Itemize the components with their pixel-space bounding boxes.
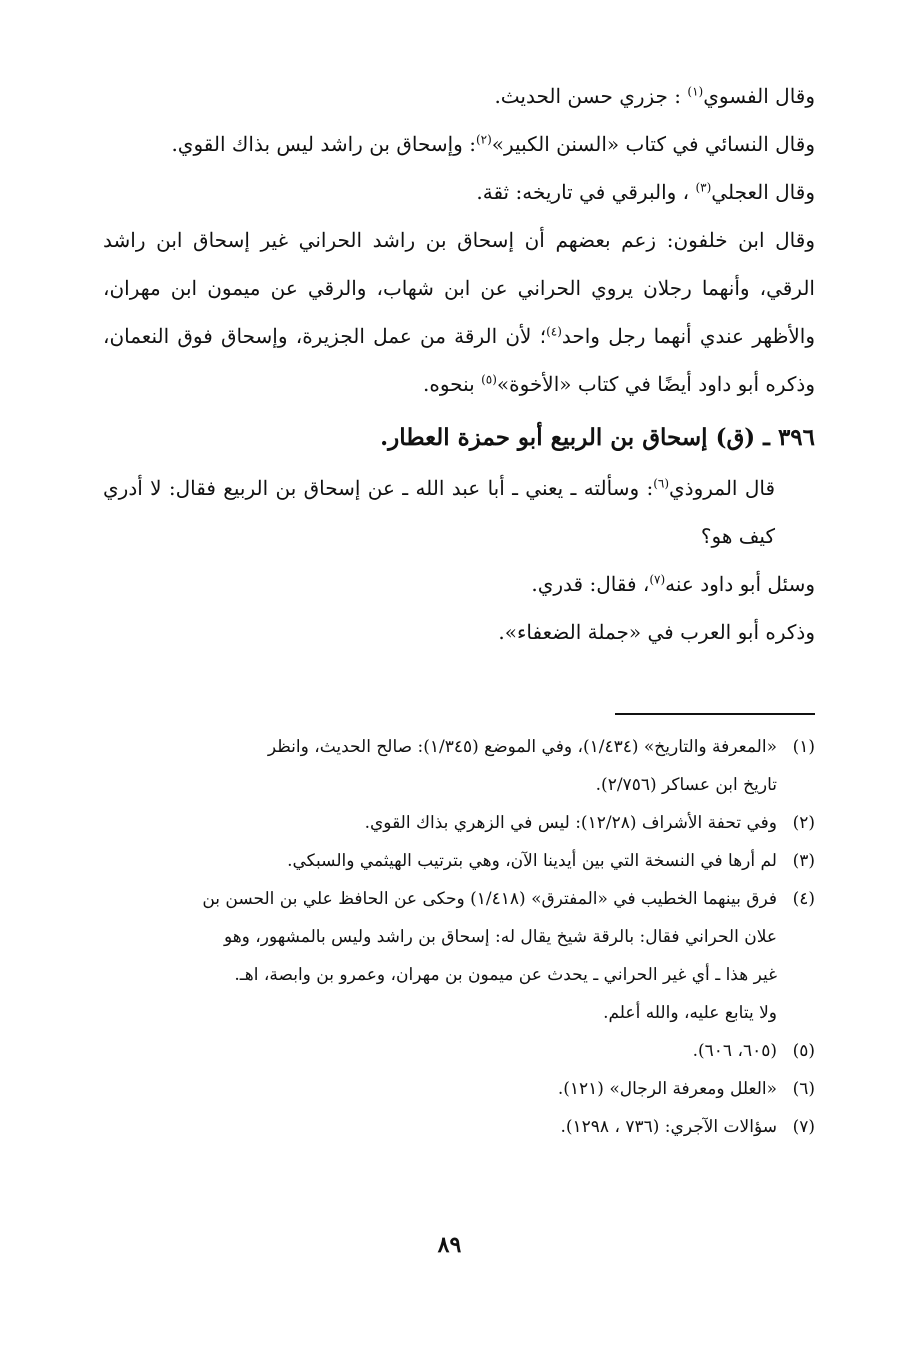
footnote-line: لم أرها في النسخة التي بين أيدينا الآن، وهي بترتيب الهيثمي والسبكي. bbox=[287, 851, 777, 871]
footnote-2 bbox=[103, 804, 815, 842]
footnote-number: (٥) bbox=[792, 1041, 815, 1061]
footnote-6 bbox=[103, 1070, 815, 1108]
footnote-line: فرق بينهما الخطيب في «المفترق» (١/٤١٨) وحكى عن الحافظ علي بن الحسن بن bbox=[202, 889, 777, 909]
page-number: ٨٩ bbox=[437, 1232, 462, 1258]
paragraph-abu-al-arab: وذكره أبو العرب في «جملة الضعفاء». bbox=[498, 620, 815, 644]
footnote-number: (٤) bbox=[792, 889, 815, 909]
entry-heading-396: ٣٩٦ ـ (ق) إسحاق بن الربيع أبو حمزة العطار. bbox=[380, 424, 815, 451]
footnote-ref-3[interactable]: (٣) bbox=[695, 180, 712, 195]
footnote-line: (٦٠٥، ٦٠٦). bbox=[692, 1041, 777, 1061]
footnote-number: (٧) bbox=[792, 1117, 815, 1137]
footnote-line: وفي تحفة الأشراف (١٢/٢٨): ليس في الزهري بذاك القوي. bbox=[364, 813, 777, 833]
footnote-1 bbox=[103, 728, 815, 804]
footnote-ref-6[interactable]: (٦) bbox=[653, 476, 670, 491]
paragraph-ijli: وقال العجلي$^{(٣)}$ ، والبرقي في تاريخه: ثقة. bbox=[476, 180, 815, 204]
footnote-line: سؤالات الآجري: (٧٣٦ ، ١٢٩٨). bbox=[560, 1117, 777, 1137]
footnote-line: «العلل ومعرفة الرجال» (١٢١). bbox=[557, 1079, 777, 1099]
footnote-4 bbox=[103, 880, 815, 1032]
footnote-line: تاريخ ابن عساكر (٢/٧٥٦). bbox=[595, 775, 777, 795]
footnotes bbox=[103, 728, 815, 1146]
footnote-5 bbox=[103, 1032, 815, 1070]
footnote-7 bbox=[103, 1108, 815, 1146]
paragraph-abu-dawud: وسئل أبو داود عنه$^{(٧)}$، فقال: قدري. bbox=[531, 572, 815, 596]
main-text bbox=[103, 72, 815, 656]
footnote-number: (١) bbox=[792, 737, 815, 757]
paragraph-marrudhi: قال المروذي$^{(٦)}$: وسألته ـ يعني ـ أبا عبد الله ـ عن إسحاق بن الربيع فقال: لا أدري كيف هو؟ bbox=[103, 476, 775, 548]
footnote-ref-5[interactable]: (٥) bbox=[481, 372, 497, 387]
footnote-line: ولا يتابع عليه، والله أعلم. bbox=[603, 1003, 777, 1023]
footnote-number: (٦) bbox=[792, 1079, 815, 1099]
footnote-line: «المعرفة والتاريخ» (١/٤٣٤)، وفي الموضع (١/٣٤٥): صالح الحديث، وانظر bbox=[267, 737, 777, 757]
footnote-line: غير هذا ـ أي غير الحراني ـ يحدث عن ميمون بن مهران، وعمرو بن وابصة، اهـ. bbox=[234, 965, 777, 985]
footnote-ref-4[interactable]: (٤) bbox=[546, 324, 562, 339]
footnote-number: (٢) bbox=[792, 813, 815, 833]
footnote-separator bbox=[615, 713, 815, 715]
footnote-ref-7[interactable]: (٧) bbox=[649, 572, 666, 587]
footnote-3 bbox=[103, 842, 815, 880]
paragraph-fasawi: وقال الفسوي$^{(١)}$ : جزري حسن الحديث. bbox=[494, 84, 815, 108]
footnote-ref-2[interactable]: (٢) bbox=[475, 132, 492, 147]
paragraph-nasai: وقال النسائي في كتاب «السنن الكبير»$^{(٢)}$: وإسحاق بن راشد ليس بذاك القوي. bbox=[171, 132, 815, 156]
footnote-line: علان الحراني فقال: بالرقة شيخ يقال له: إسحاق بن راشد وليس بالمشهور، وهو bbox=[223, 927, 777, 947]
footnote-ref-1[interactable]: (١) bbox=[687, 84, 704, 99]
paragraph-ibn-khalfun: وقال ابن خلفون: زعم بعضهم أن إسحاق بن راشد الحراني غير إسحاق ابن راشد الرقي، وأنهما رجلان يروي الحراني عن ابن شهاب، والرقي عن ميمون ابن مهران، والأظهر عندي أنهما رجل واحد$^{(٤)}$؛ لأن الرقة من عمل الجزيرة، وإسحاق فوق النعمان، وذكره أبو داود أيضًا في كتاب «الأخوة»$^{(٥)}$ بنحوه. bbox=[103, 228, 815, 396]
footnote-number: (٣) bbox=[792, 851, 815, 871]
